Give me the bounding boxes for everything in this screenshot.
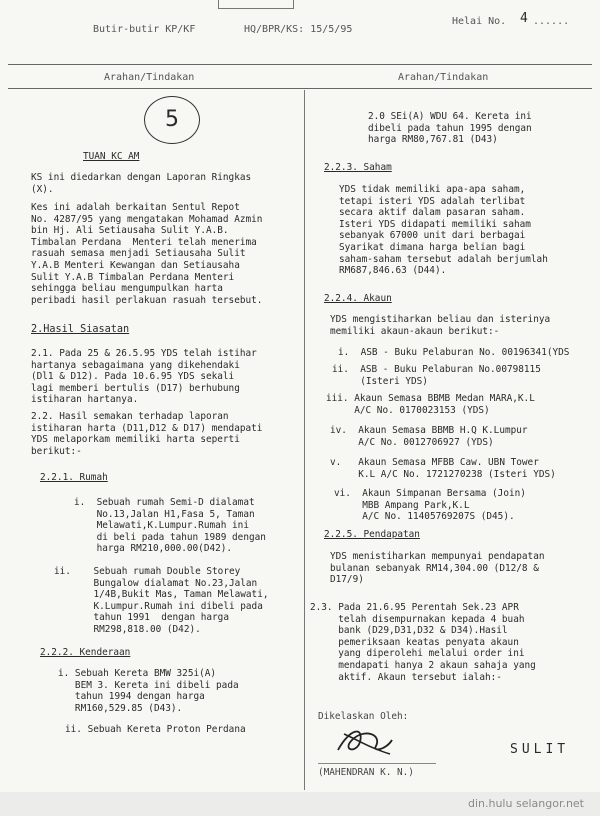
section-2-title: 2.Hasil Siasatan xyxy=(31,324,130,335)
kenderaan-2: ii. Sebuah Kereta Proton Perdana xyxy=(65,724,246,735)
akaun-4: iv. Akaun Semasa BBMB H.Q K.Lumpur A/C No. 0012706927 (YDS) xyxy=(330,425,528,448)
kenderaan-1: i. Sebuah Kereta BMW 325i(A) BEM 3. Kereta ini dibeli pada tahun 1994 dengan harga RM160,529.85 (D43). xyxy=(58,668,239,714)
column-divider xyxy=(304,90,305,790)
akaun-6: vi. Akaun Simpanan Bersama (Join) MBB Ampang Park,K.L A/C No. 11405769207S (D45). xyxy=(334,488,526,523)
akaun-intro: YDS mengistiharkan beliau dan isterinya memiliki akaun-akaun berikut:- xyxy=(330,314,551,337)
para-intro: KS ini diedarkan dengan Laporan Ringkas (X). xyxy=(31,172,252,195)
akaun-1: i. ASB - Buku Pelaburan No. 00196341(YDS xyxy=(338,347,570,358)
akaun-5: v. Akaun Semasa MFBB Caw. UBN Tower K.L A/C No. 1721270238 (Isteri YDS) xyxy=(330,457,556,480)
top-stamp-fragment xyxy=(218,0,294,9)
circle-number: 5 xyxy=(144,96,200,144)
signature xyxy=(330,720,400,760)
col-header-left: Arahan/Tindakan xyxy=(104,72,195,83)
section-2-2-4: 2.2.4. Akaun xyxy=(324,293,392,304)
header-page-dots: ...... xyxy=(533,16,570,27)
sulit-mark: SULIT xyxy=(510,742,570,757)
section-2-2-3: 2.2.3. Saham xyxy=(324,162,392,173)
watermark: din.hulu selangor.net xyxy=(467,797,584,810)
addressee: TUAN KC AM xyxy=(83,151,140,162)
para-case: Kes ini adalah berkaitan Sentul Repot No. 4287/95 yang mengatakan Mohamad Azmin bin Hj. Ali Setiausaha Sulit Y.A.B. Timbalan Perdana Menteri telah menerima rasuah semasa menjadi Setiausaha Sulit Y.A.B Menteri Kewangan dan Setiausaha Sulit Y.A.B Timbalan Perdana Menteri sehingga beliau mengumpulkan harta peribadi hasil perlakuan rasuah tersebut. xyxy=(31,202,263,306)
header-rule-bottom xyxy=(8,88,592,89)
para-2-3: 2.3. Pada 21.6.95 Perentah Sek.23 APR telah disempurnakan kepada 4 buah bank (D29,D31,D32 & D34).Hasil pemeriksaan keatas penyata akaun yang diperolehi melalui order ini mendapati hanya 2 akaun sahaja yang aktif. Akaun tersebut ialah:- xyxy=(310,602,536,683)
saham-para: YDS tidak memiliki apa-apa saham, tetapi isteri YDS adalah terlibat secara aktif dalam pasaran saham. Isteri YDS didapati memiliki saham sebanyak 67000 unit dari berbagai Syarikat dimana harga belian bagi saham-saham tersebut adalah berjumlah RM687,846.63 (D44). xyxy=(339,184,548,277)
classified-by: Dikelaskan Oleh: xyxy=(318,711,409,722)
col-header-right: Arahan/Tindakan xyxy=(398,72,489,83)
pendapatan-para: YDS menistiharkan mempunyai pendapatan bulanan sebanyak RM14,304.00 (D12/8 & D17/9) xyxy=(330,551,545,586)
footer-bar xyxy=(0,792,600,816)
header-page-number: 4 xyxy=(520,11,528,26)
para-2-1: 2.1. Pada 25 & 26.5.95 YDS telah istihar hartanya sebagaimana yang dikehendaki (Dl1 & D12). Pada 10.6.95 YDS sekali lagi memberi bertulis (D17) berhubung istiharan hartanya. xyxy=(31,348,257,406)
rumah-2: ii. Sebuah rumah Double Storey Bungalow dialamat No.23,Jalan 1/4B,Bukit Mas, Taman Melawati, K.Lumpur.Rumah ini dibeli pada tahun 1991 dengan harga RM298,818.00 (D42). xyxy=(54,566,269,635)
section-2-2-1: 2.2.1. Rumah xyxy=(40,472,108,483)
header-ref: HQ/BPR/KS: 15/5/95 xyxy=(244,24,353,35)
akaun-3: iii. Akaun Semasa BBMB Medan MARA,K.L A/C No. 0170023153 (YDS) xyxy=(326,393,535,416)
akaun-2: ii. ASB - Buku Pelaburan No.00798115 (Isteri YDS) xyxy=(332,364,541,387)
rumah-1: i. Sebuah rumah Semi-D dialamat No.13,Jalan H1,Fasa 5, Taman Melawati,K.Lumpur.Rumah ini di beli pada tahun 1989 dengan harga RM210,000.00(D42). xyxy=(74,497,266,555)
header-rule-top xyxy=(8,64,592,65)
signature-line xyxy=(318,763,436,764)
kenderaan-2-cont: 2.0 SEi(A) WDU 64. Kereta ini dibeli pada tahun 1995 dengan harga RM80,767.81 (D43) xyxy=(368,111,532,146)
section-2-2-5: 2.2.5. Pendapatan xyxy=(324,529,420,540)
header-left: Butir-butir KP/KF xyxy=(93,24,196,35)
header-page-label: Helai No. xyxy=(452,16,507,27)
section-2-2-2: 2.2.2. Kenderaan xyxy=(40,647,131,658)
para-2-2: 2.2. Hasil semakan terhadap laporan istiharan harta (D11,D12 & D17) mendapati YDS melaporkam memiliki harta seperti berikut:- xyxy=(31,411,263,457)
signatory-name: (MAHENDRAN K. N.) xyxy=(318,767,414,778)
